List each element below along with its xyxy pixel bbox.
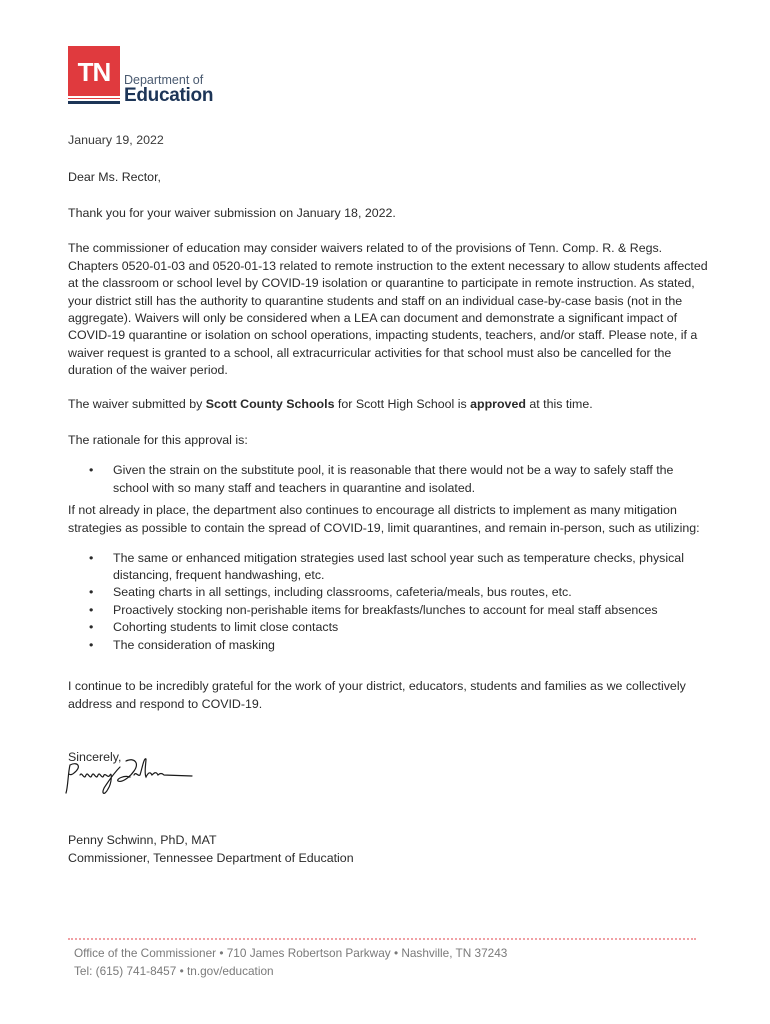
thanks-line: Thank you for your waiver submission on January 18, 2022. — [68, 206, 396, 221]
list-item: • Seating charts in all settings, including classrooms, cafeteria/meals, bus routes, etc. — [68, 584, 708, 601]
list-item: • Cohorting students to limit close contacts — [68, 619, 708, 636]
sign-off: Sincerely, — [68, 750, 122, 765]
approval-middle: for Scott High School is — [334, 397, 471, 412]
logo-education-text: Education — [124, 85, 214, 106]
logo-department-text: Department of — [124, 73, 204, 87]
signature-drawing — [64, 753, 204, 805]
list-item: • Given the strain on the substitute pool, it is reasonable that there would not be a way to safely staff the school with so many staff and teachers in quarantine and isolated. — [68, 462, 708, 497]
list-item: • The consideration of masking — [68, 637, 708, 654]
approval-statement — [68, 396, 593, 413]
handwritten-signature — [64, 753, 204, 810]
rationale-section — [68, 420, 708, 497]
rationale-intro: The rationale for this approval is: — [68, 433, 248, 448]
footer-divider — [68, 938, 696, 940]
footer-address: Office of the Commissioner • 710 James Robertson Parkway • Nashville, TN 37243 — [74, 946, 508, 960]
footer-contact: Tel: (615) 741-8457 • tn.gov/education — [74, 964, 274, 978]
waiver-policy-paragraph: The commissioner of education may consider waivers related to of the provisions of Tenn. Comp. R. & Regs. Chapters 0520-01-03 and 0520-01-13 related to remote instruction to the extent necessary to allow students affected at the classroom or school level by COVID-19 isolation or quarantine to participate in remote instruction. As stated, your district still has the authority to quarantine students and staff on an individual case-by-case basis (not in the aggregate). Waivers will only be considered when a LEA can document and demonstrate a significant impact of COVID-19 quarantine or isolation on school operations, impacting students, teachers, and/or staff. Please note, if a waiver request is granted to a school, all extracurricular activities for that school must also be cancelled for the duration of the waiver period. — [68, 241, 708, 378]
letter-date: January 19, 2022 — [68, 133, 164, 148]
mitigation-list — [68, 550, 708, 654]
tn-education-logo — [68, 46, 228, 108]
district-name: Scott County Schools — [205, 397, 335, 412]
approval-suffix: at this time. — [525, 397, 593, 412]
approval-prefix: The waiver submitted by — [68, 397, 206, 412]
closing-paragraph: I continue to be incredibly grateful for the work of your district, educators, students and families as we collectively address and respond to COVID-19. — [68, 679, 686, 711]
logo-divider — [68, 96, 120, 98]
signer-title: Commissioner, Tennessee Department of Education — [68, 851, 354, 866]
salutation: Dear Ms. Rector, — [68, 170, 161, 185]
list-item: • Proactively stocking non-perishable items for breakfasts/lunches to account for meal staff absences — [68, 602, 708, 619]
approval-status: approved — [470, 397, 526, 412]
logo-stripe — [68, 101, 120, 104]
list-item: • The same or enhanced mitigation strategies used last school year such as temperature checks, physical distancing, frequent handwashing, etc. — [68, 550, 708, 585]
mitigation-section — [68, 490, 708, 654]
mitigation-intro: If not already in place, the department also continues to encourage all districts to implement as many mitigation strategies as possible to contain the spread of COVID-19, limit quarantines, and remain in-person, such as utilizing: — [68, 503, 700, 535]
signer-name: Penny Schwinn, PhD, MAT — [68, 833, 217, 848]
tn-logo-mark: TN — [68, 46, 120, 99]
